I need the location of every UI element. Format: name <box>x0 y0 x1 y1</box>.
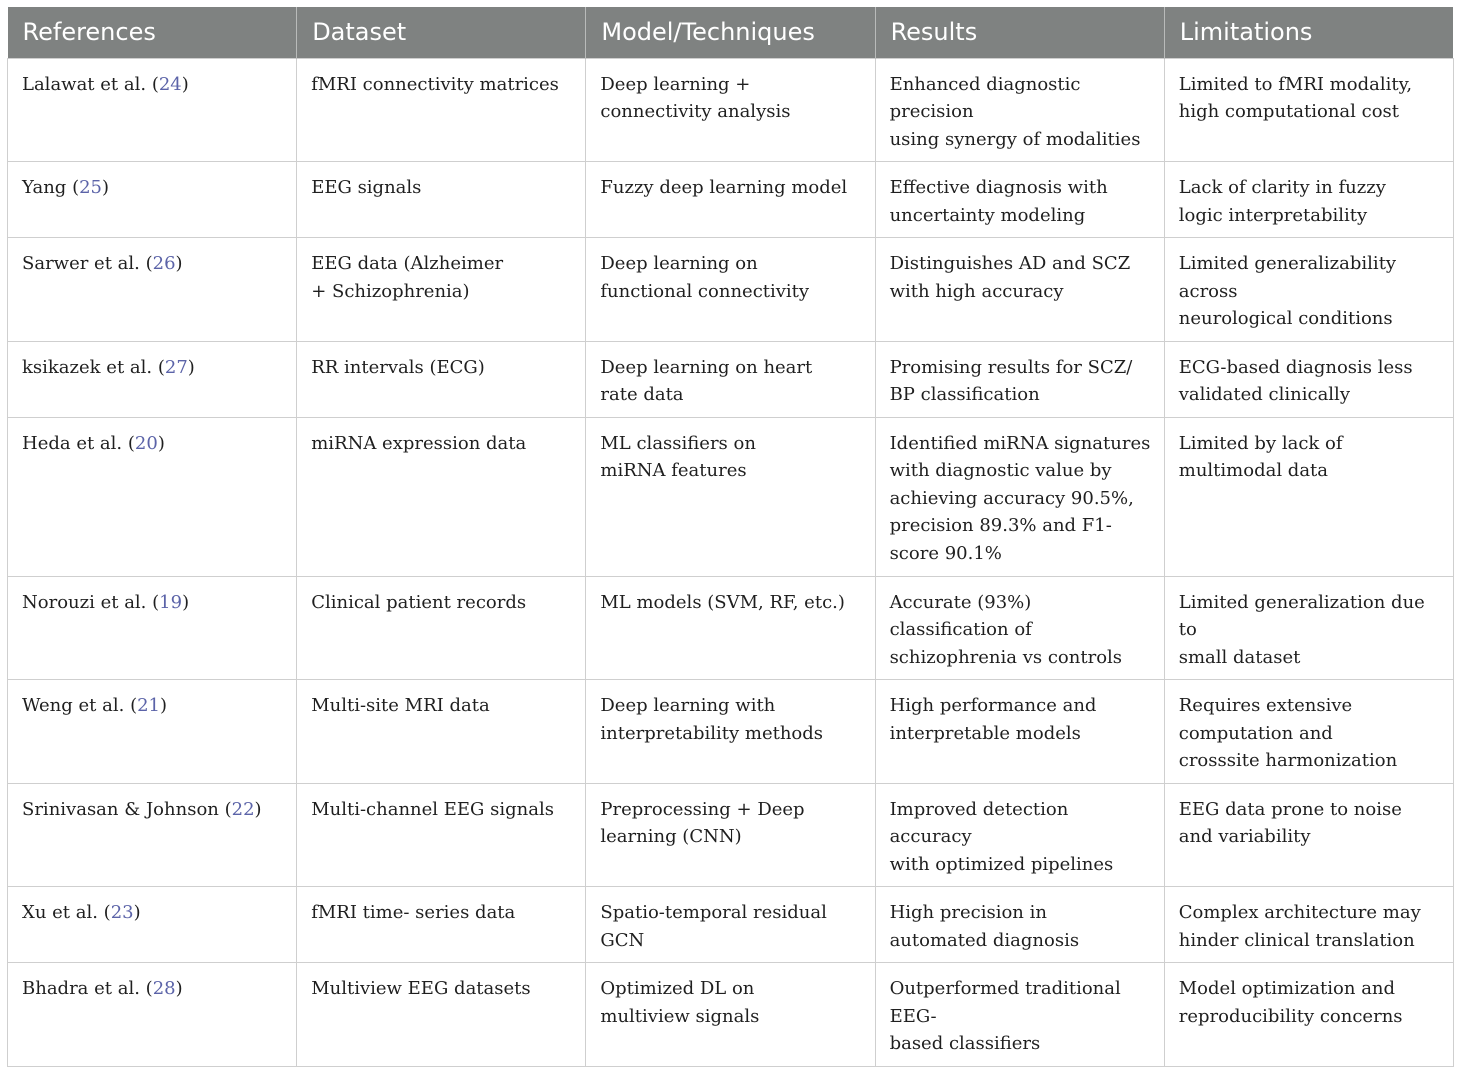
table-row <box>8 58 1454 162</box>
header-references: References <box>8 7 297 58</box>
model-cell: Deep learning + connectivity analysis <box>586 58 875 162</box>
model-cell: Deep learning on heart rate data <box>586 341 875 417</box>
table-row <box>8 238 1454 342</box>
limitations-cell: Limited generalizability across neurological conditions <box>1164 238 1453 342</box>
reference-link[interactable]: 27 <box>164 356 188 378</box>
dataset-cell: EEG data (Alzheimer + Schizophrenia) <box>297 238 586 342</box>
table-row <box>8 417 1454 576</box>
model-cell: Fuzzy deep learning model <box>586 162 875 238</box>
reference-cell: Xu et al. (23) <box>8 887 297 963</box>
model-cell: ML models (SVM, RF, etc.) <box>586 576 875 680</box>
results-cell: Enhanced diagnostic precision using synergy of modalities <box>875 58 1164 162</box>
results-cell: High performance and interpretable models <box>875 680 1164 784</box>
reference-link[interactable]: 19 <box>159 591 183 613</box>
reference-name: Sarwer et al. <box>22 253 140 274</box>
model-cell: Optimized DL on multiview signals <box>586 963 875 1067</box>
dataset-cell: EEG signals <box>297 162 586 238</box>
limitations-cell: EEG data prone to noise and variability <box>1164 783 1453 887</box>
model-cell: ML classifiers on miRNA features <box>586 417 875 576</box>
results-cell: Effective diagnosis with uncertainty modeling <box>875 162 1164 238</box>
reference-link[interactable]: 22 <box>231 798 255 820</box>
dataset-cell: Clinical patient records <box>297 576 586 680</box>
header-limitations: Limitations <box>1164 7 1453 58</box>
table-header <box>8 7 1454 58</box>
reference-cell: Bhadra et al. (28) <box>8 963 297 1067</box>
dataset-cell: Multi-channel EEG signals <box>297 783 586 887</box>
table-row <box>8 783 1454 887</box>
reference-cell: Sarwer et al. (26) <box>8 238 297 342</box>
reference-cell: Heda et al. (20) <box>8 417 297 576</box>
results-cell: Accurate (93%) classification of schizophrenia vs controls <box>875 576 1164 680</box>
reference-name: Heda et al. <box>22 432 123 454</box>
header-model-techniques: Model/Techniques <box>586 7 875 58</box>
reference-name: Norouzi et al. <box>22 591 147 613</box>
table-row <box>8 341 1454 417</box>
results-cell: Distinguishes AD and SCZ with high accuracy <box>875 238 1164 342</box>
dataset-cell: RR intervals (ECG) <box>297 341 586 417</box>
table-row <box>8 576 1454 680</box>
dataset-cell: fMRI time- series data <box>297 887 586 963</box>
limitations-cell: Limited by lack of multimodal data <box>1164 417 1453 576</box>
reference-cell: ksikazek et al. (27) <box>8 341 297 417</box>
model-cell: Deep learning with interpretability methods <box>586 680 875 784</box>
reference-name: ksikazek et al. <box>22 356 153 378</box>
table-row <box>8 680 1454 784</box>
reference-link[interactable]: 21 <box>137 695 160 716</box>
reference-name: Xu et al. <box>22 902 98 923</box>
dataset-cell: fMRI connectivity matrices <box>297 58 586 162</box>
table-body <box>8 58 1454 1066</box>
dataset-cell: miRNA expression data <box>297 417 586 576</box>
limitations-cell: Limited to fMRI modality, high computational cost <box>1164 58 1453 162</box>
results-cell: Identified miRNA signatures with diagnostic value by achieving accuracy 90.5%, precision 89.3% and F1- score 90.1% <box>875 417 1164 576</box>
model-cell: Preprocessing + Deep learning (CNN) <box>586 783 875 887</box>
reference-name: Yang <box>22 177 67 198</box>
dataset-cell: Multiview EEG datasets <box>297 963 586 1067</box>
table-row <box>8 887 1454 963</box>
table-row <box>8 963 1454 1067</box>
reference-cell: Weng et al. (21) <box>8 680 297 784</box>
limitations-cell: Complex architecture may hinder clinical translation <box>1164 887 1453 963</box>
literature-table <box>7 7 1454 1067</box>
results-cell: Promising results for SCZ/ BP classification <box>875 341 1164 417</box>
reference-name: Weng et al. <box>22 695 125 716</box>
reference-link[interactable]: 20 <box>134 432 158 454</box>
reference-link[interactable]: 26 <box>152 253 176 274</box>
limitations-cell: Lack of clarity in fuzzy logic interpretability <box>1164 162 1453 238</box>
reference-name: Srinivasan & Johnson <box>22 798 219 820</box>
reference-link[interactable]: 24 <box>158 73 182 95</box>
limitations-cell: Model optimization and reproducibility concerns <box>1164 963 1453 1067</box>
results-cell: Outperformed traditional EEG- based classifiers <box>875 963 1164 1067</box>
limitations-cell: ECG-based diagnosis less validated clinically <box>1164 341 1453 417</box>
header-results: Results <box>875 7 1164 58</box>
reference-link[interactable]: 28 <box>152 978 176 999</box>
reference-cell: Srinivasan & Johnson (22) <box>8 783 297 887</box>
results-cell: High precision in automated diagnosis <box>875 887 1164 963</box>
reference-link[interactable]: 23 <box>110 902 134 923</box>
limitations-cell: Limited generalization due to small dataset <box>1164 576 1453 680</box>
limitations-cell: Requires extensive computation and crosssite harmonization <box>1164 680 1453 784</box>
results-cell: Improved detection accuracy with optimized pipelines <box>875 783 1164 887</box>
table-row <box>8 162 1454 238</box>
reference-name: Bhadra et al. <box>22 978 140 999</box>
reference-cell: Norouzi et al. (19) <box>8 576 297 680</box>
model-cell: Deep learning on functional connectivity <box>586 238 875 342</box>
header-dataset: Dataset <box>297 7 586 58</box>
dataset-cell: Multi-site MRI data <box>297 680 586 784</box>
model-cell: Spatio-temporal residual GCN <box>586 887 875 963</box>
reference-link[interactable]: 25 <box>79 177 102 198</box>
reference-cell: Yang (25) <box>8 162 297 238</box>
reference-name: Lalawat et al. <box>22 73 147 95</box>
reference-cell: Lalawat et al. (24) <box>8 58 297 162</box>
